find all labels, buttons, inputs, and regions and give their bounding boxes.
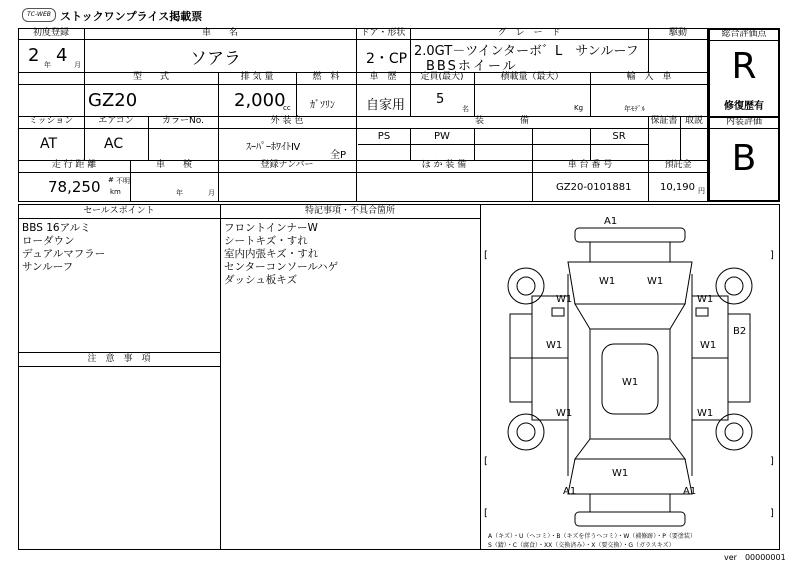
bracket-right-mid: ]: [770, 456, 774, 467]
mark-right-rocker: B2: [733, 326, 747, 337]
aircon-value: AC: [104, 136, 124, 152]
model-value: GZ20: [88, 90, 138, 111]
exterior-mark: 全P: [330, 150, 347, 161]
import-label: 輸 入 車: [626, 72, 672, 82]
door-shape: 2・CP: [366, 51, 408, 67]
caution-label: 注 意 事 項: [87, 354, 151, 364]
reg-month-unit: 月: [74, 61, 81, 69]
mileage-unit: km: [110, 188, 121, 196]
displacement-label: 排 気 量: [240, 72, 274, 82]
equipment-label: 装 備: [474, 116, 529, 126]
history-value: 自家用: [366, 98, 406, 113]
mark-hood-left: W1: [599, 276, 616, 287]
interior-grade: B: [731, 138, 757, 179]
reg-number-label: 登録ナンバー: [260, 160, 314, 170]
drive-label: 駆動: [668, 28, 687, 38]
mileage-hash: #: [108, 176, 114, 184]
list-item: 室内内張キズ・すれ: [224, 248, 319, 260]
mileage-label: 走 行 距 離: [51, 160, 97, 170]
overall-grade-label: 総合評価点: [721, 29, 767, 39]
list-item: ダッシュ板キズ: [224, 274, 298, 286]
mark-front-bumper: A1: [604, 216, 618, 227]
manual-label: 取説: [684, 116, 703, 126]
reg-month: 4: [56, 45, 68, 66]
history-label: 車 歴: [369, 72, 397, 82]
exterior-color-value: ｽｰﾊﾟｰﾎﾜｲﾄⅣ: [246, 142, 301, 153]
mileage-unknown: 不明: [116, 177, 130, 185]
mileage-value: 78,250: [48, 178, 101, 196]
bracket-left-bottom: [: [484, 508, 488, 519]
fuel-value: ｶﾞｿﾘﾝ: [310, 100, 335, 111]
other-equipment-label: ほ か 装 備: [421, 160, 467, 170]
mark-trunk: W1: [612, 468, 629, 479]
capacity-unit: 名: [462, 105, 469, 113]
list-item: デュアルマフラー: [22, 248, 106, 260]
notes-label: 特記事項・不具合箇所: [304, 206, 395, 216]
mark-left-fender: W1: [556, 294, 573, 305]
list-item: ローダウン: [22, 235, 75, 247]
price-value: 10,190: [660, 182, 695, 193]
displacement-unit: cc: [283, 104, 291, 112]
car-name: ソアラ: [190, 49, 241, 69]
mark-right-fender: W1: [697, 294, 714, 305]
bracket-left-top: [: [484, 250, 488, 261]
overall-note: 修復歴有: [724, 101, 764, 112]
first-reg-label: 初度登録: [32, 28, 69, 38]
door-type-label: ドア・形状: [360, 28, 406, 38]
list-item: サンルーフ: [22, 261, 74, 273]
list-item: BBS 16アルミ: [22, 222, 91, 234]
aircon-label: エアコン: [98, 116, 134, 126]
mission-value: AT: [40, 136, 58, 152]
page-title: ストックワンプライス掲載票: [60, 10, 203, 23]
notes-list: [224, 222, 338, 287]
import-year-label: 年ﾓﾃﾞﾙ: [624, 105, 645, 113]
grade-line1: 2.0GT－ツインターボ゛L サンルーフ: [414, 44, 639, 59]
fuel-label: 燃 料: [312, 72, 340, 82]
sales-points-list: [22, 222, 105, 274]
mission-label: ミッション: [28, 116, 74, 126]
mark-left-quarter: W1: [556, 408, 573, 419]
chassis-no-value: GZ20-0101881: [556, 182, 632, 193]
sales-points-label: セールスポイント: [83, 206, 155, 216]
mark-right-door: W1: [700, 340, 717, 351]
equip-ps: PS: [377, 131, 391, 142]
grade-label: グ レ ー ド: [497, 28, 561, 38]
price-label: 預託金: [664, 160, 692, 170]
price-unit: 円: [698, 187, 705, 195]
warranty-label: 保証書: [650, 116, 678, 126]
car-name-label: 車 名: [201, 28, 238, 38]
mark-rear-right: A1: [683, 486, 697, 497]
equip-sr: SR: [612, 131, 626, 142]
mark-rear-left: A1: [563, 486, 577, 497]
bracket-left-mid: [: [484, 456, 488, 467]
list-item: センターコンソールハゲ: [224, 261, 339, 273]
interior-grade-label: 内装評価: [725, 117, 762, 127]
capacity-label: 定員(最大): [420, 72, 464, 82]
equip-pw: PW: [434, 131, 450, 142]
version-label: ver 00000001: [724, 553, 786, 562]
load-label: 積載量（最大）: [500, 72, 564, 82]
mark-right-quarter: W1: [697, 408, 714, 419]
displacement-value: 2,000: [234, 90, 286, 111]
reg-year-unit: 年: [44, 61, 51, 69]
overall-grade: R: [731, 46, 757, 87]
model-label: 型 式: [132, 72, 169, 82]
chassis-no-label: 車 台 番 号: [567, 160, 613, 170]
color-no-label: カラーNo.: [162, 116, 204, 126]
inspection-month: 月: [208, 189, 215, 197]
grade-line2: BBSホイール: [426, 59, 518, 74]
logo: TC-WEB: [22, 8, 56, 22]
legend-line2: S（錆）・C（腐食）・XX（交換済み）・X（要交換）・G（ガラスキズ）: [488, 542, 675, 549]
capacity-value: 5: [436, 92, 445, 107]
mark-hood-right: W1: [647, 276, 664, 287]
exterior-color-label: 外 装 色: [270, 116, 304, 126]
load-unit: Kg: [574, 104, 584, 112]
list-item: シートキズ・すれ: [224, 235, 308, 247]
mark-roof: W1: [622, 377, 639, 388]
inspection-label: 車 検: [155, 160, 192, 170]
list-item: フロントインナーW: [224, 222, 318, 234]
legend-line1: A（キズ）・U（ヘコミ）・B（キズを伴うヘコミ）・W（補修跡）・P（要塗装）: [488, 533, 696, 540]
bracket-right-bottom: ]: [770, 508, 774, 519]
inspection-year: 年: [176, 189, 183, 197]
mark-left-door: W1: [546, 340, 563, 351]
bracket-right-top: ]: [770, 250, 774, 261]
reg-year: 2: [28, 45, 40, 66]
